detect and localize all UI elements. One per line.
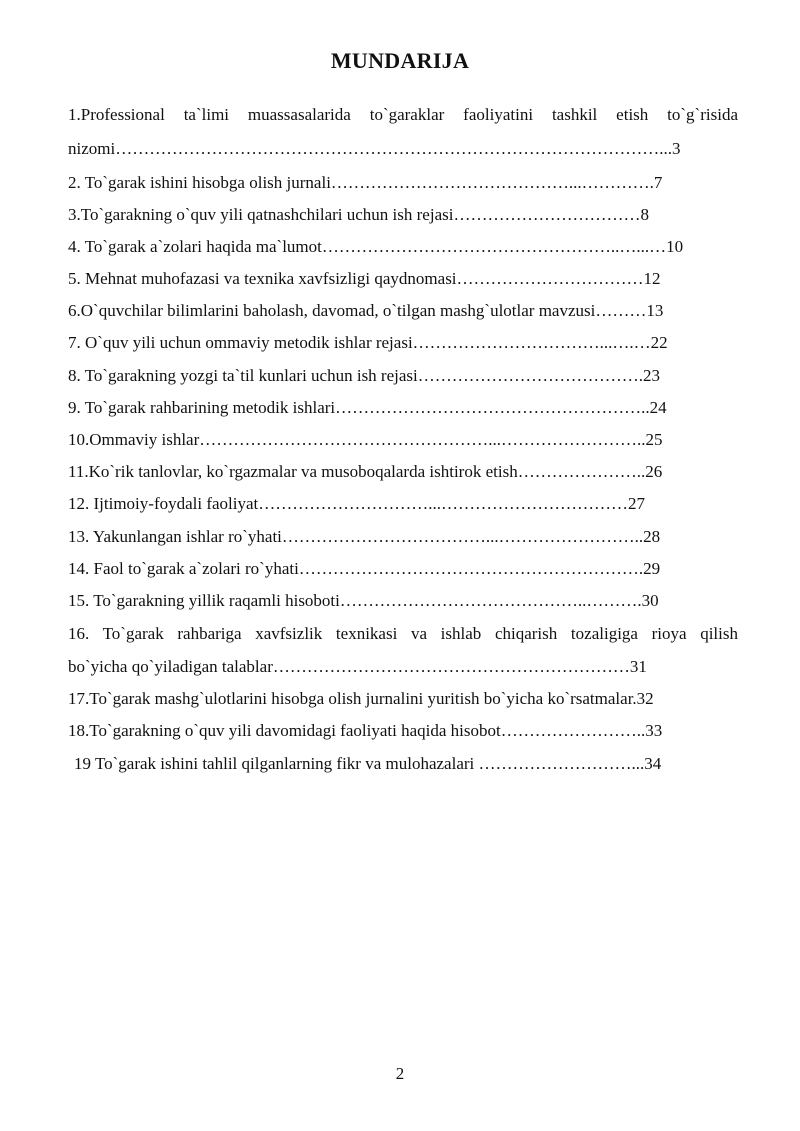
toc-entry-8: 8. To`garakning yozgi ta`til kunlari uchun ish rejasi………………………………….23	[68, 366, 660, 385]
toc-entry-16-line-2: bo`yicha qo`yiladigan talablar………………………………………………………31	[68, 657, 647, 676]
page-number: 2	[395, 1064, 405, 1083]
toc-entry-7: 7. O`quv yili uchun ommaviy metodik ishlar rejasi……………………………...….…22	[68, 333, 668, 352]
toc-entry-1-line-1: 1.Professional ta`limi muassasalarida to`garaklar faoliyatini tashkil etish to`g`risida	[68, 105, 738, 124]
toc-entry-16-line-1: 16. To`garak rahbariga xavfsizlik texnikasi va ishlab chiqarish tozaligiga rioya qilish	[68, 624, 738, 643]
toc-entry-14: 14. Faol to`garak a`zolari ro`yhati…………………………………………………….29	[68, 559, 661, 578]
toc-entry-10: 10.Ommaviy ishlar……………………………………………...……………………..25	[68, 430, 663, 449]
toc-entry-9: 9. To`garak rahbarining metodik ishlari………………………………………………..24	[68, 398, 667, 417]
toc-entry-5: 5. Mehnat muhofazasi va texnika xavfsizligi qaydnomasi……………………………12	[68, 269, 661, 288]
toc-entry-6: 6.O`quvchilar bilimlarini baholash, davomad, o`tilgan mashg`ulotlar mavzusi………13	[68, 301, 664, 320]
toc-entry-1-line-2: nizomi……………………………………………………………………………………...3	[68, 139, 681, 158]
toc-entry-12: 12. Ijtimoiy-foydali faoliyat…………………………...……………………………27	[68, 494, 646, 513]
toc-entry-11: 11.Ko`rik tanlovlar, ko`rgazmalar va musoboqalarda ishtirok etish…………………..26	[68, 462, 663, 481]
page-title: MUNDARIJA	[330, 48, 470, 73]
toc-entry-18: 18.To`garakning o`quv yili davomidagi faoliyati haqida hisobot……………………..33	[68, 721, 663, 740]
toc-entry-2: 2. To`garak ishini hisobga olish jurnali……………………………………...………….7	[68, 173, 663, 192]
toc-entry-4: 4. To`garak a`zolari haqida ma`lumot……………………………………………..…...…10	[68, 237, 684, 256]
toc-entry-3: 3.To`garakning o`quv yili qatnashchilari uchun ish rejasi……………………………8	[68, 205, 649, 224]
toc-entry-13: 13. Yakunlangan ishlar ro`yhati………………………………...……………………..28	[68, 527, 661, 546]
toc-entry-17: 17.To`garak mashg`ulotlarini hisobga olish jurnalini yuritish bo`yicha ko`rsatmalar.32	[68, 689, 654, 708]
toc-entry-15: 15. To`garakning yillik raqamli hisoboti……………………………………..……….30	[68, 591, 659, 610]
toc-entry-19: 19 To`garak ishini tahlil qilganlarning fikr va mulohazalari ………………………...34	[74, 754, 662, 773]
